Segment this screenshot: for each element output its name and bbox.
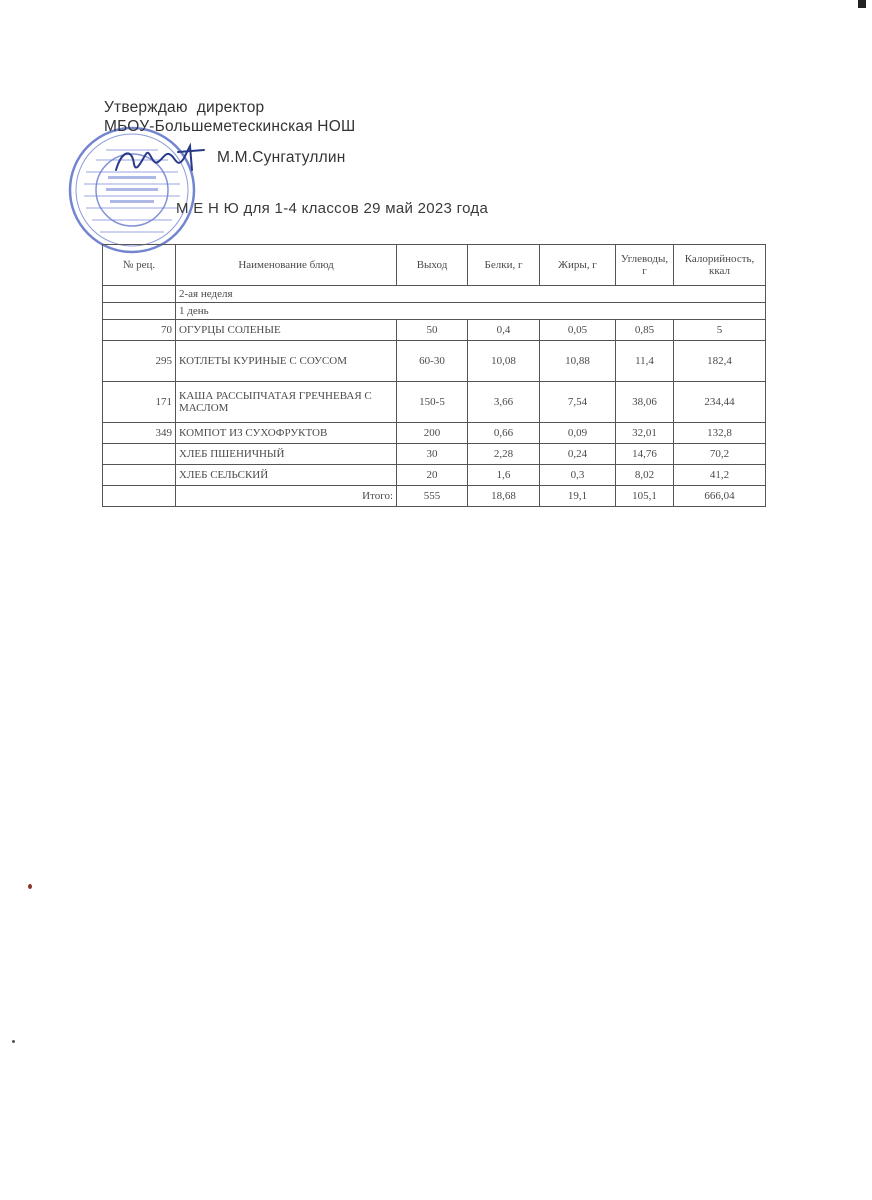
table-row xyxy=(103,341,766,382)
dish-fat: 0,09 xyxy=(540,423,616,444)
school-name: МБОУ-Большеметескинская НОШ xyxy=(104,118,356,135)
total-fat: 19,1 xyxy=(540,486,616,507)
header-num: № рец. xyxy=(103,245,176,286)
dish-fat: 0,05 xyxy=(540,320,616,341)
dish-fat: 7,54 xyxy=(540,382,616,423)
table-row xyxy=(103,444,766,465)
dish-fat: 10,88 xyxy=(540,341,616,382)
menu-table xyxy=(102,244,766,507)
total-carbs: 105,1 xyxy=(616,486,674,507)
recipe-number xyxy=(103,444,176,465)
table-header-row xyxy=(103,245,766,286)
dish-output: 20 xyxy=(397,465,468,486)
dish-name: ОГУРЦЫ СОЛЕНЫЕ xyxy=(176,320,397,341)
header-carbs: Углеводы, г xyxy=(616,245,674,286)
dish-protein: 0,4 xyxy=(468,320,540,341)
signer-name: М.М.Сунгатуллин xyxy=(217,149,346,166)
dish-fat: 0,24 xyxy=(540,444,616,465)
dish-protein: 3,66 xyxy=(468,382,540,423)
dish-output: 50 xyxy=(397,320,468,341)
dish-carbs: 32,01 xyxy=(616,423,674,444)
scan-speck xyxy=(28,884,32,889)
dish-output: 30 xyxy=(397,444,468,465)
total-label: Итого: xyxy=(176,486,397,507)
menu-title: М Е Н Ю для 1-4 классов 29 май 2023 года xyxy=(176,200,489,217)
header-protein: Белки, г xyxy=(468,245,540,286)
dish-name: ХЛЕБ ПШЕНИЧНЫЙ xyxy=(176,444,397,465)
dish-name: КОМПОТ ИЗ СУХОФРУКТОВ xyxy=(176,423,397,444)
dish-calories: 41,2 xyxy=(674,465,766,486)
header-calories: Калорийность, ккал xyxy=(674,245,766,286)
table-row xyxy=(103,320,766,341)
recipe-number: 70 xyxy=(103,320,176,341)
dish-calories: 70,2 xyxy=(674,444,766,465)
header-output: Выход xyxy=(397,245,468,286)
recipe-number xyxy=(103,465,176,486)
dish-name: КОТЛЕТЫ КУРИНЫЕ С СОУСОМ xyxy=(176,341,397,382)
day-label: 1 день xyxy=(176,303,766,320)
dish-calories: 234,44 xyxy=(674,382,766,423)
dish-carbs: 11,4 xyxy=(616,341,674,382)
total-row xyxy=(103,486,766,507)
dish-name: ХЛЕБ СЕЛЬСКИЙ xyxy=(176,465,397,486)
table-row xyxy=(103,382,766,423)
recipe-number: 295 xyxy=(103,341,176,382)
approval-block xyxy=(104,98,356,166)
dish-protein: 10,08 xyxy=(468,341,540,382)
recipe-number: 171 xyxy=(103,382,176,423)
scan-mark-top-right xyxy=(858,0,866,8)
dish-calories: 182,4 xyxy=(674,341,766,382)
scan-speck xyxy=(12,1040,15,1043)
dish-calories: 5 xyxy=(674,320,766,341)
dish-carbs: 8,02 xyxy=(616,465,674,486)
week-row xyxy=(103,286,766,303)
dish-carbs: 14,76 xyxy=(616,444,674,465)
dish-calories: 132,8 xyxy=(674,423,766,444)
dish-fat: 0,3 xyxy=(540,465,616,486)
dish-carbs: 0,85 xyxy=(616,320,674,341)
day-row xyxy=(103,303,766,320)
director-signature xyxy=(112,140,212,180)
dish-protein: 0,66 xyxy=(468,423,540,444)
header-fat: Жиры, г xyxy=(540,245,616,286)
recipe-number: 349 xyxy=(103,423,176,444)
total-output: 555 xyxy=(397,486,468,507)
dish-protein: 1,6 xyxy=(468,465,540,486)
header-name: Наименование блюд xyxy=(176,245,397,286)
dish-name: КАША РАССЫПЧАТАЯ ГРЕЧНЕВАЯ С МАСЛОМ xyxy=(176,382,397,423)
week-label: 2-ая неделя xyxy=(176,286,766,303)
dish-output: 150-5 xyxy=(397,382,468,423)
table-row xyxy=(103,465,766,486)
dish-output: 200 xyxy=(397,423,468,444)
dish-carbs: 38,06 xyxy=(616,382,674,423)
table-row xyxy=(103,423,766,444)
total-protein: 18,68 xyxy=(468,486,540,507)
dish-protein: 2,28 xyxy=(468,444,540,465)
approval-line: Утверждаю директор xyxy=(104,99,265,116)
total-calories: 666,04 xyxy=(674,486,766,507)
dish-output: 60-30 xyxy=(397,341,468,382)
